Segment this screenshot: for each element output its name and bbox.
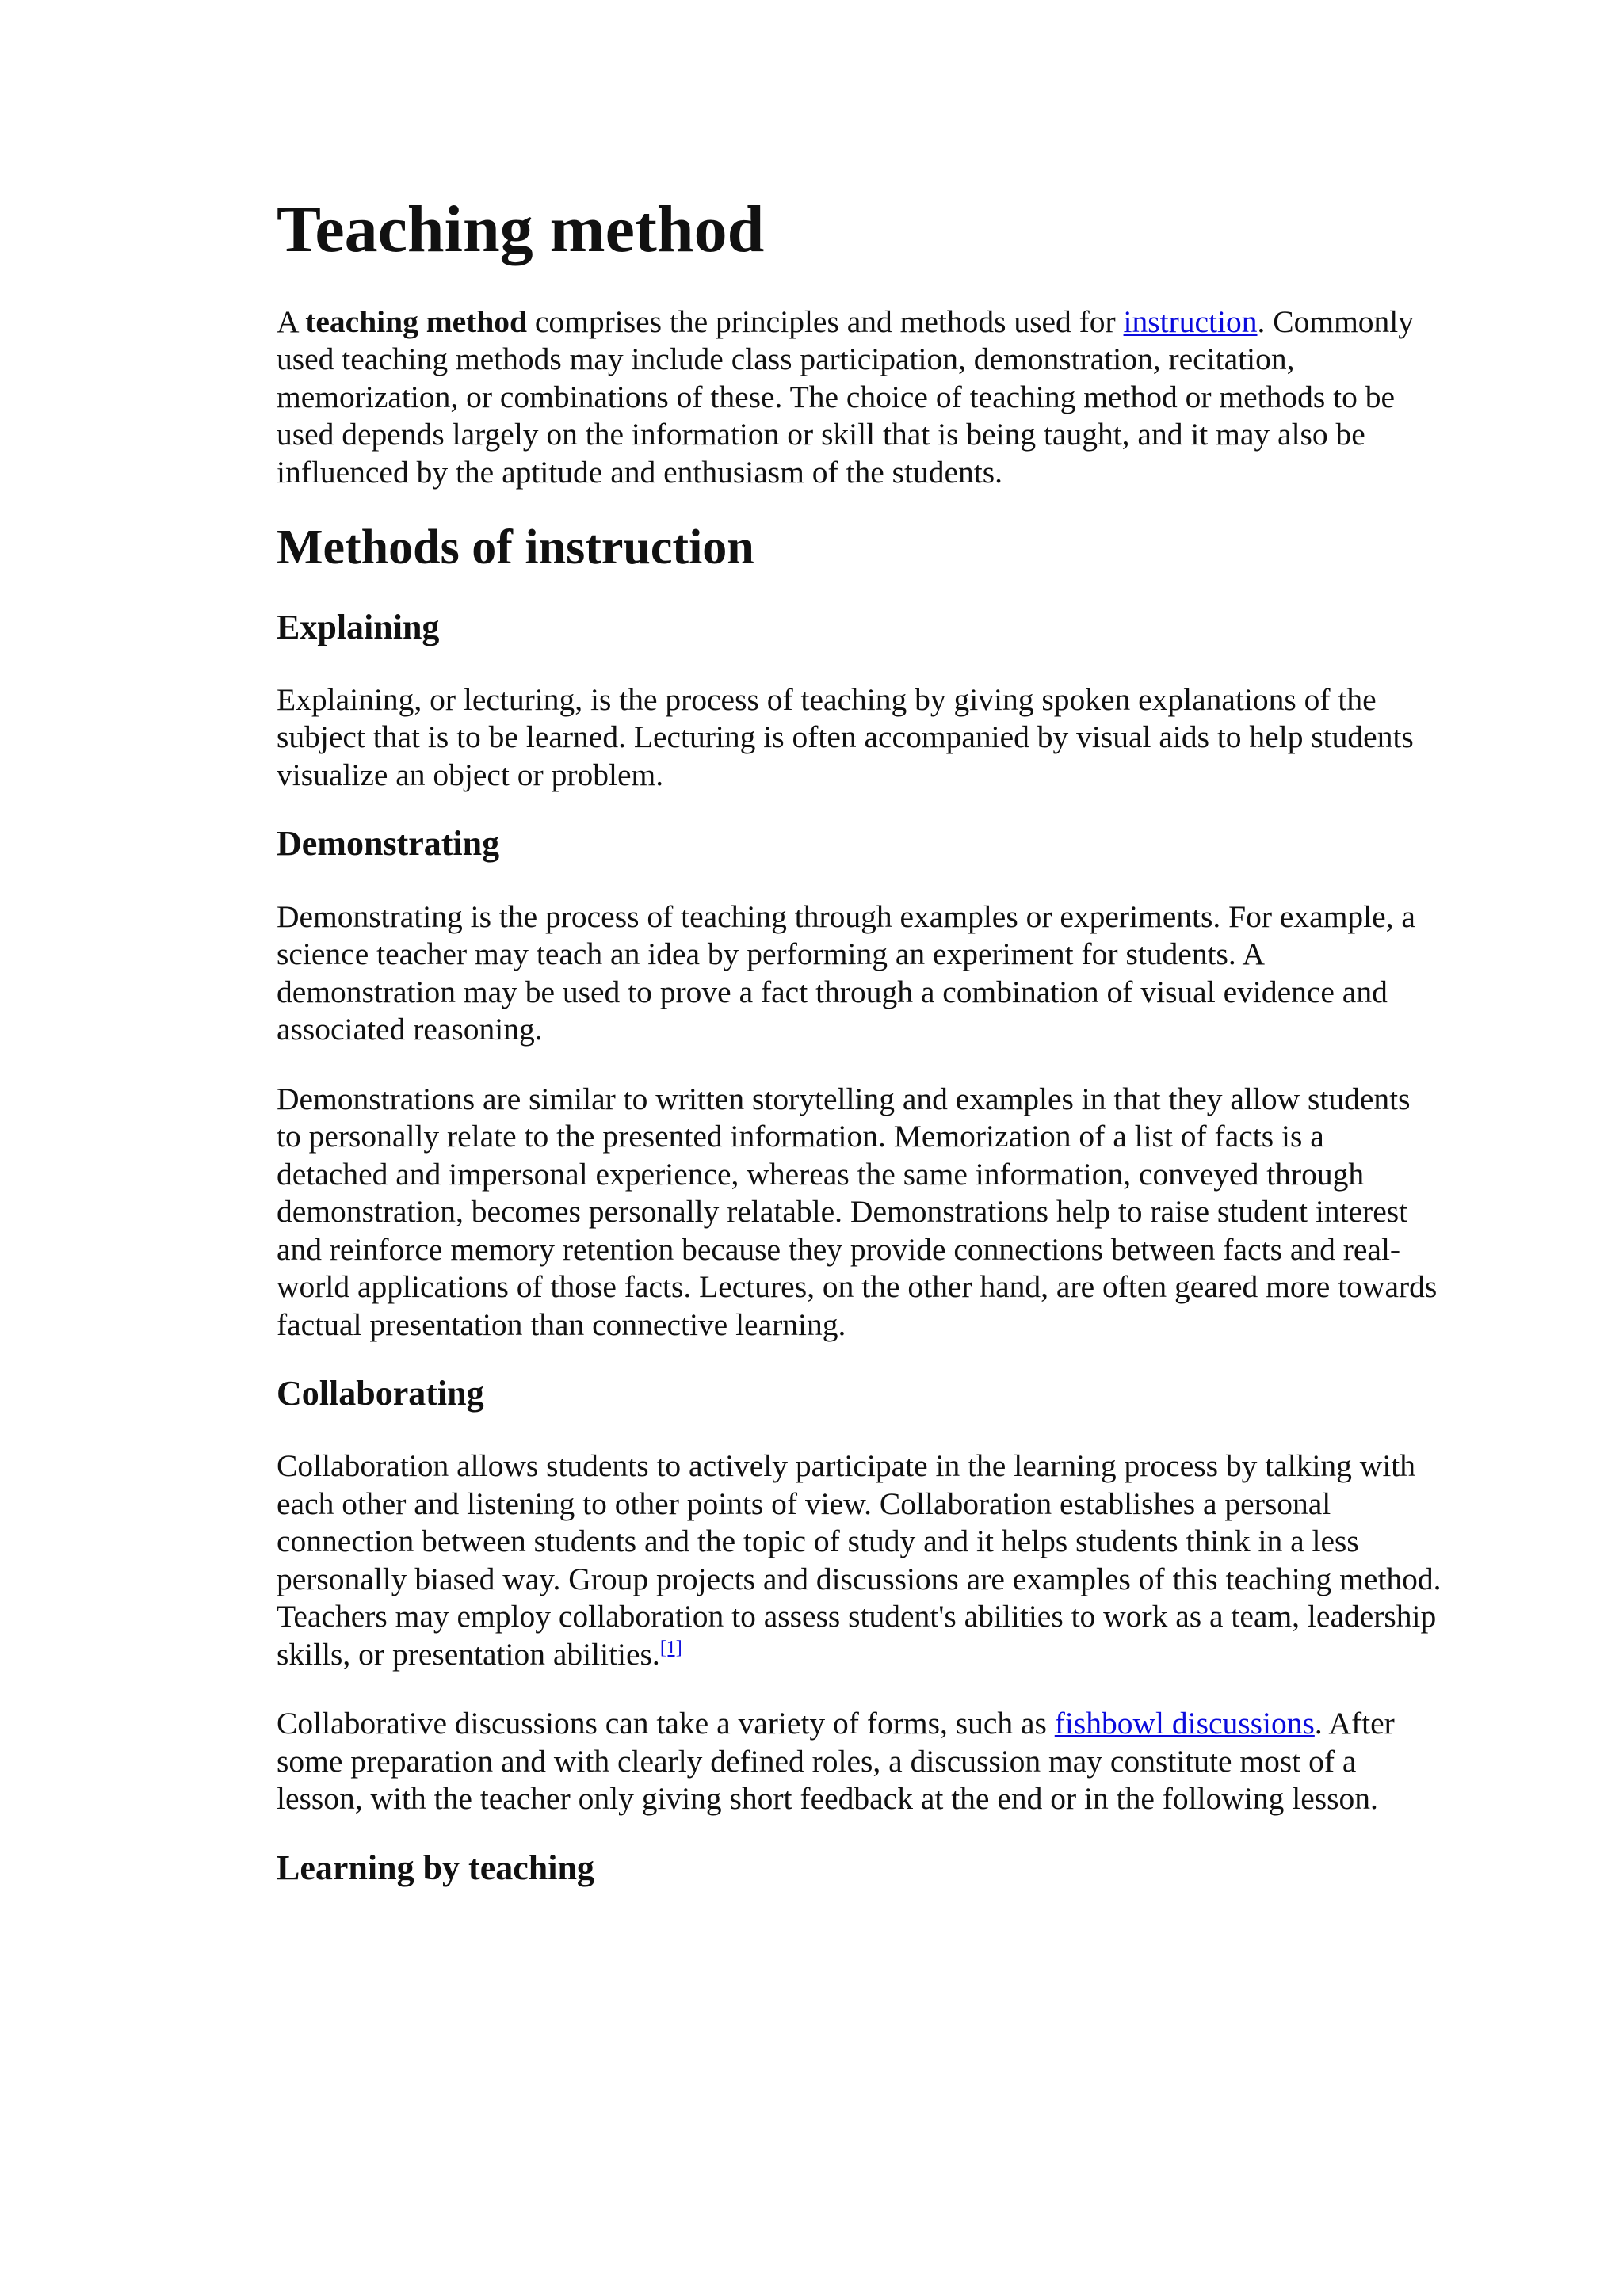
intro-mid: comprises the principles and methods used for (527, 303, 1124, 339)
subsection-heading-collaborating: Collaborating (277, 1374, 484, 1413)
intro-prefix: A (277, 303, 306, 339)
intro-paragraph (277, 303, 1442, 492)
collaborating-p2-rest: . After some preparation and with clearly defined roles, a discussion may constitute most of a lesson, with the teacher only giving short feedback at the end or in the following lesson. (277, 1706, 1395, 1817)
subsection-heading-learning-by-teaching: Learning by teaching (277, 1848, 594, 1887)
collaborating-p2-prefix: Collaborative discussions can take a variety of forms, such as (277, 1706, 1055, 1741)
link-instruction[interactable]: instruction (1123, 303, 1258, 339)
subsection-heading-demonstrating: Demonstrating (277, 824, 500, 864)
section-heading-methods: Methods of instruction (277, 521, 754, 575)
page-title: Teaching method (277, 193, 765, 266)
subsection-heading-explaining: Explaining (277, 607, 440, 646)
intro-rest: . Commonly used teaching methods may include class participation, demonstration, recitation, memorization, or combinations of these. The choice of teaching method or methods to be used depends largely on the information or skill that is being taught, and it may also be influenced by the aptitude and enthusiasm of the students. (277, 303, 1415, 490)
intro-term: teaching method (305, 303, 528, 339)
demonstrating-paragraph-1: Demonstrating is the process of teaching through examples or experiments. For example, a science teacher may teach an idea by performing an experiment for students. A demonstration may be used to prove a fact through a combination of visual evidence and associated reasoning. (277, 898, 1415, 1047)
link-fishbowl-discussions[interactable]: fishbowl discussions (1054, 1706, 1315, 1741)
collaborating-paragraph-1 (277, 1447, 1442, 1673)
reference-link-1[interactable]: [1] (659, 1637, 682, 1658)
collaborating-p1-text: Collaboration allows students to actively participate in the learning process by talking with each other and listening to other points of view. Collaboration establishes a personal connection between students and the topic of study and it helps students think in a less personally biased way. Group projects and discussions are examples of this teaching method. Teachers may employ collaboration to assess student's abilities to work as a team, leadership skills, or presentation abilities. (277, 1448, 1442, 1672)
explaining-paragraph-1: Explaining, or lecturing, is the process of teaching by giving spoken explanations of the subject that is to be learned. Lecturing is often accompanied by visual aids to help students visualize an object or problem. (277, 681, 1414, 792)
collaborating-paragraph-2 (277, 1705, 1442, 1818)
article (277, 190, 1442, 1890)
demonstrating-paragraph-2: Demonstrations are similar to written storytelling and examples in that they allow students to personally relate to the presented information. Memorization of a list of facts is a detached and impersonal experience, whereas the same information, conveyed through demonstration, becomes personally relatable. Demonstrations help to raise student interest and reinforce memory retention because they provide connections between facts and real-world applications of those facts. Lectures, on the other hand, are often geared more towards factual presentation than connective learning. (277, 1081, 1438, 1342)
